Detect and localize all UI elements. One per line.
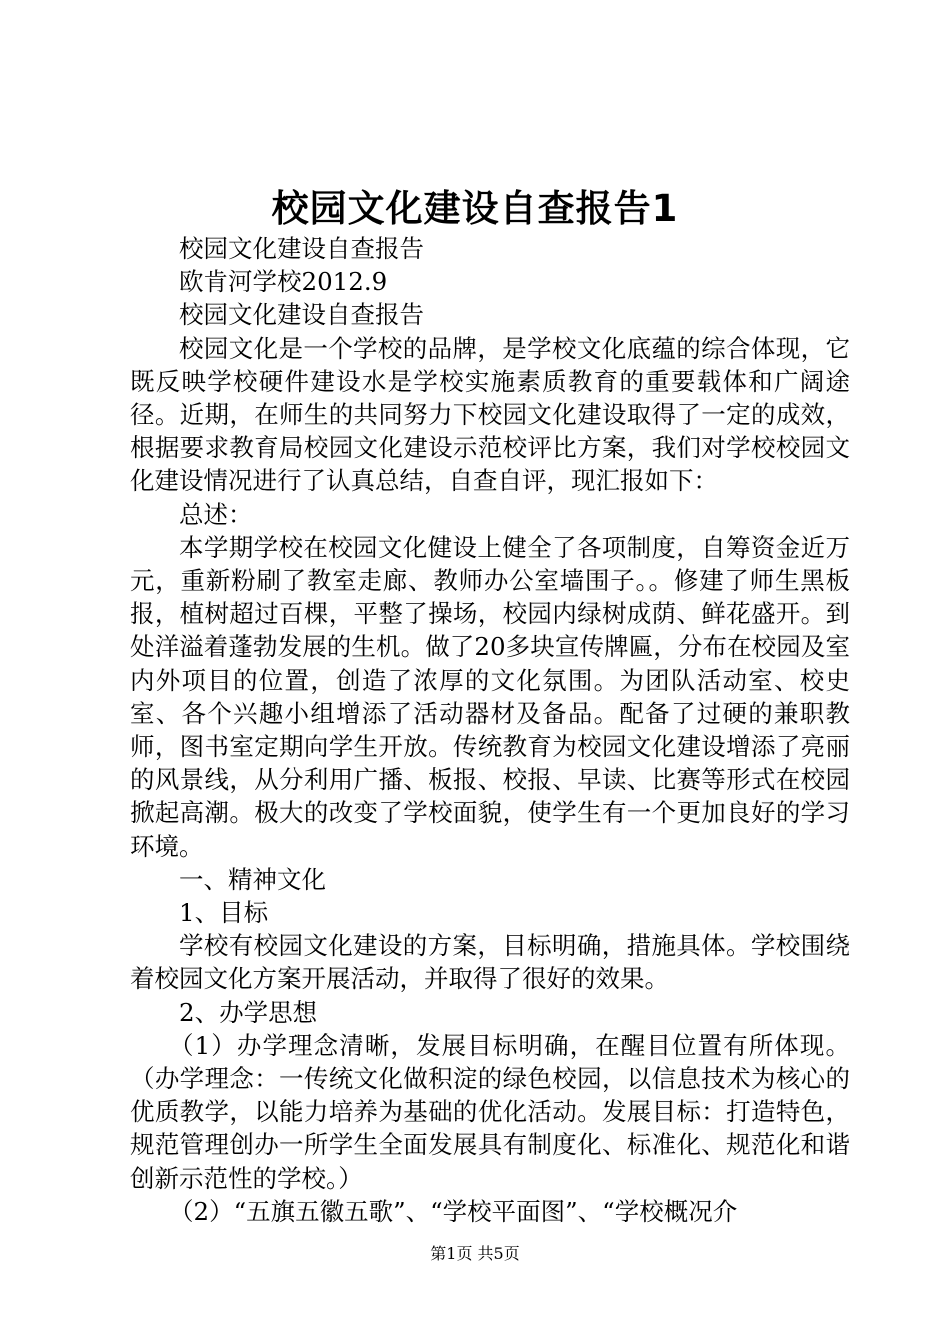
document-body — [130, 232, 850, 1228]
goal-paragraph: 学校有校园文化建设的方案，目标明确，措施具体。学校围绕着校园文化方案开展活动，并取得了很好的效果。 — [130, 931, 850, 994]
intro-paragraph: 校园文化是一个学校的品牌，是学校文化底蕴的综合体现，它既反映学校硬件建设水是学校实施素质教育的重要载体和广阔途径。近期，在师生的共同努力下校园文化建设取得了一定的成效，根据要求教育局校园文化建设示范校评比方案，我们对学校校园文化建设情况进行了认真总结，自查自评，现汇报如下： — [130, 333, 850, 496]
overview-paragraph: 本学期学校在校园文化健设上健全了各项制度，自筹资金近万元，重新粉刷了教室走廊、教师办公室墙围子。。修建了师生黑板报，植树超过百棵，平整了操场，校园内绿树成荫、鲜花盛开。到处洋溢着蓬勃发展的生机。做了20多块宣传牌匾，分布在校园及室内外项目的位置，创造了浓厚的文化氛围。为团队活动室、校史室、各个兴趣小组增添了活动器材及备品。配备了过硬的兼职教师，图书室定期向学生开放。传统教育为校园文化建设增添了亮丽的风景线，从分利用广播、板报、校报、早读、比赛等形式在校园掀起高潮。极大的改变了学校面貌，使学生有一个更加良好的学习环境。 — [130, 532, 850, 861]
subsection-heading-school-philosophy: 2、办学思想 — [179, 997, 318, 1027]
page-footer: 第1页 共5页 — [430, 1244, 520, 1263]
philosophy-item-1: （1）办学理念清晰，发展目标明确，在醒目位置有所体现。（办学理念：一传统文化做积淀的绿色校园，以信息技术为核心的优质教学，以能力培养为基础的优化活动。发展目标：打造特色，规范管理创办一所学生全面发展具有制度化、标准化、规范化和谐创新示范性的学校。） — [130, 1030, 850, 1193]
subtitle-line-repeat: 校园文化建设自查报告 — [179, 300, 424, 330]
overview-heading: 总述： — [179, 499, 253, 529]
subtitle-line: 校园文化建设自查报告 — [179, 234, 424, 263]
section-heading-spirit-culture: 一、精神文化 — [179, 864, 326, 894]
school-date-line: 欧肯河学校2012.9 — [179, 267, 388, 297]
subsection-heading-goal: 1、目标 — [179, 898, 269, 928]
philosophy-item-2: （2）“五旗五徽五歌”、“学校平面图”、“学校概况介 — [169, 1196, 738, 1226]
document-title: 校园文化建设自查报告1 — [271, 187, 679, 230]
